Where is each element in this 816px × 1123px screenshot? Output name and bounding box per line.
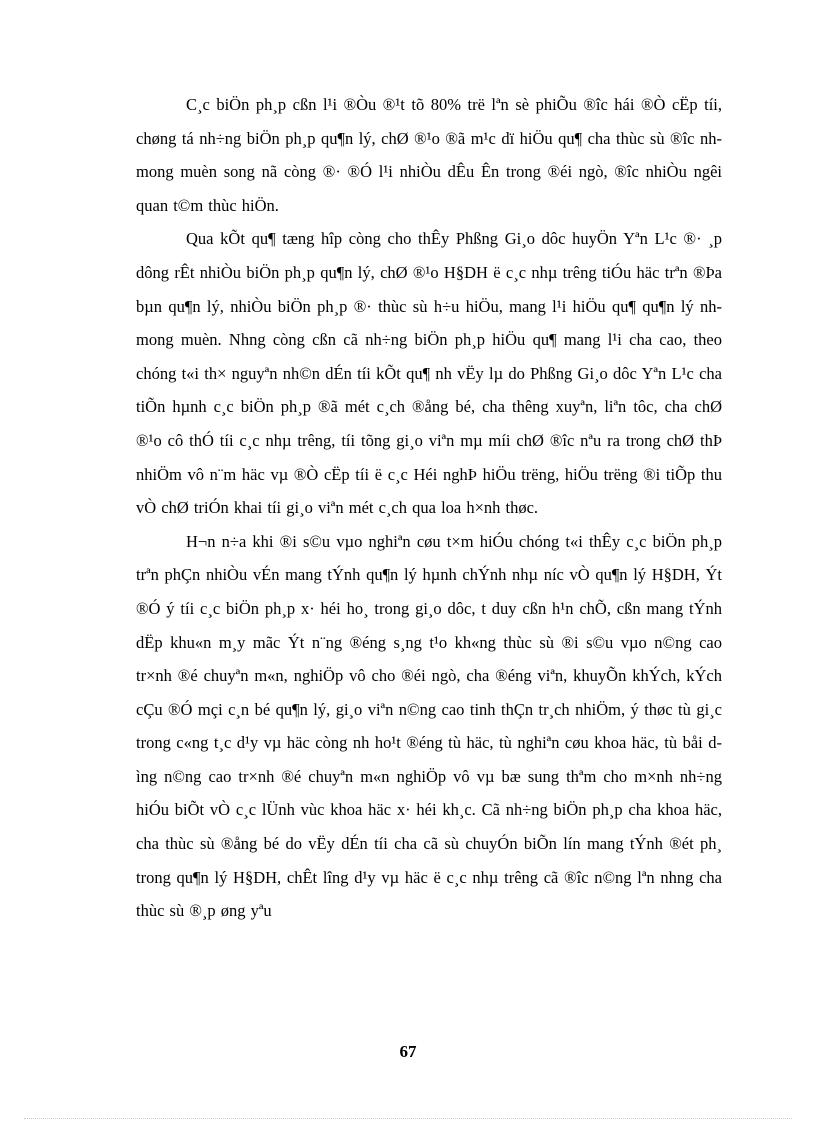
paragraph-3: H¬n n÷a khi ®i s©u vµo nghiªn cøu t×m hiÓu chóng t«i thÊy c¸c biÖn ph¸p trªn phÇn nhiÒu vÉn mang tÝnh qu¶n lý hµnh chÝnh nhµ níc vÒ qu¶n lý H§DH, Ýt ®Ó ý tíi c¸c biÖn ph¸p x· héi ho¸ trong gi¸o dôc, t duy cßn h¹n chÕ, cßn mang tÝnh dËp khu«n m¸y mãc Ýt n¨ng ®éng s¸ng t¹o kh«ng thùc sù ®i s©u vµo n©ng cao tr×nh ®é chuyªn m«n, nghiÖp vô cho ®éi ngò, cha ®éng viªn, khuyÕn khÝch, kÝch cÇu ®Ó mçi c¸n bé qu¶n lý, gi¸o viªn n©ng cao tinh thÇn tr¸ch nhiÖm, ý thøc tù gi¸c trong c«ng t¸c d¹y vµ häc còng nh ho¹t ®éng tù häc, tù nghiªn cøu khoa häc, tù båi dìng n©ng cao tr×nh ®é chuyªn m«n nghiÖp vô vµ bæ sung thªm cho m×nh nh÷ng hiÓu biÕt vÒ c¸c lÜnh vùc khoa häc x· héi kh¸c. Cã nh÷ng biÖn ph¸p cha khoa häc, cha thùc sù ®ång bé do vËy dÉn tíi cha cã sù chuyÓn biÕn lín mang tÝnh ®ét ph¸ trong qu¶n lý H§DH, chÊt lîng d¹y vµ häc ë c¸c nhµ trêng cã ®îc n©ng lªn nhng cha thùc sù ®¸p øng yªu [136, 531, 722, 921]
page-number: 67 [399, 1042, 417, 1061]
document-body [136, 88, 722, 928]
paragraph-1: C¸c biÖn ph¸p cßn l¹i ®Òu ®¹t tõ 80% trë lªn sè phiÕu ®îc hái ®Ò cËp tíi, chøng tá nh÷ng biÖn ph¸p qu¶n lý, chØ ®¹o ®ã m¹c dï hiÖu qu¶ cha thùc sù ®îc nh mong muèn song nã còng ®· ®Ó l¹i nhiÒu dÊu Ên trong ®éi ngò, ®îc nhiÒu ngêi quan t©m thùc hiÖn. [136, 95, 722, 215]
paragraph-2: Qua kÕt qu¶ tæng hîp còng cho thÊy Phßng Gi¸o dôc huyÖn Yªn L¹c ®· ¸p dông rÊt nhiÒu biÖn ph¸p qu¶n lý, chØ ®¹o H§DH ë c¸c nhµ trêng tiÓu häc trªn ®Þa bµn qu¶n lý, nhiÒu biÖn ph¸p ®· thùc sù h÷u hiÖu, mang l¹i hiÖu qu¶ qu¶n lý nh mong muèn. Nhng còng cßn cã nh÷ng biÖn ph¸p hiÖu qu¶ mang l¹i cha cao, theo chóng t«i th× nguyªn nh©n dÉn tíi kÕt qu¶ nh vËy lµ do Phßng Gi¸o dôc Yªn L¹c cha tiÕn hµnh c¸c biÖn ph¸p ®ã mét c¸ch ®ång bé, cha thêng xuyªn, liªn tôc, cha chØ ®¹o cô thÓ tíi c¸c nhµ trêng, tíi tõng gi¸o viªn mµ míi chØ ®îc nªu ra trong chØ thÞ nhiÖm vô n¨m häc vµ ®Ò cËp tíi ë c¸c Héi nghÞ hiÖu trëng, hiÖu trëng ®i tiÕp thu vÒ chØ triÓn khai tíi gi¸o viªn mét c¸ch qua loa h×nh thøc. [136, 229, 722, 518]
page-bottom-divider [24, 1118, 792, 1119]
